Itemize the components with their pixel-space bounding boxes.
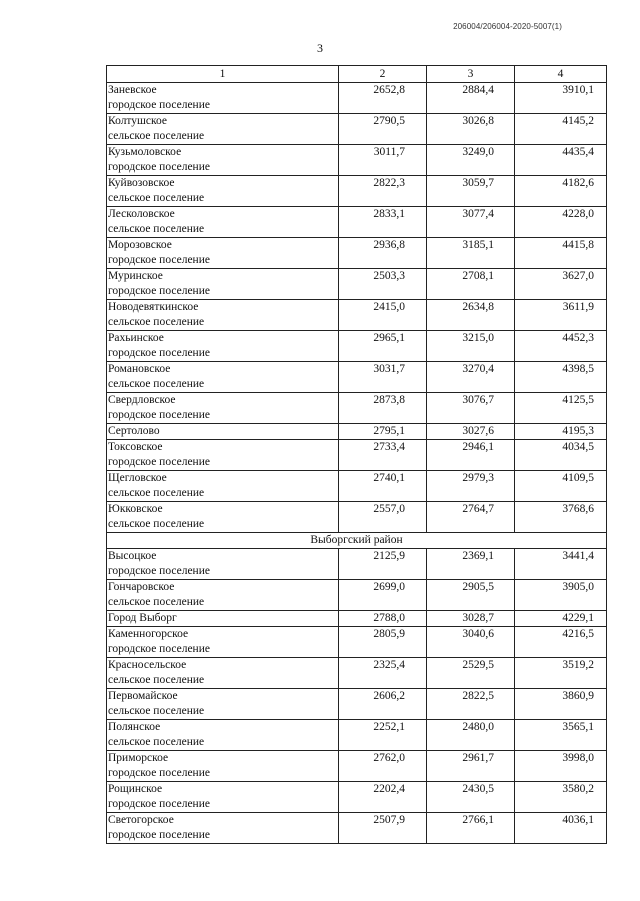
value-col-2: 2699,0 [339,580,427,611]
table-row [107,176,607,207]
settlement-type: городское поселение [108,285,210,297]
value-col-4: 3611,9 [515,300,607,331]
value-col-2: 2833,1 [339,207,427,238]
settlement-name-cell [107,627,339,658]
table-row [107,114,607,145]
settlement-type: сельское поселение [108,736,205,748]
page-number: 3 [317,41,323,55]
settlement-name-cell [107,393,339,424]
value-col-4: 4229,1 [515,611,607,627]
value-col-4: 3768,6 [515,502,607,533]
settlement-type: сельское поселение [108,705,205,717]
settlement-type: сельское поселение [108,674,205,686]
table-row [107,207,607,238]
settlement-name-cell [107,580,339,611]
value-col-4: 4435,4 [515,145,607,176]
value-col-2: 2503,3 [339,269,427,300]
table-row [107,145,607,176]
value-col-2: 2873,8 [339,393,427,424]
table-header-row [107,66,607,83]
table-row [107,689,607,720]
table-row [107,393,607,424]
value-col-4: 3519,2 [515,658,607,689]
settlement-type: городское поселение [108,456,210,468]
value-col-4: 4216,5 [515,627,607,658]
value-col-2: 2252,1 [339,720,427,751]
value-col-3: 3270,4 [427,362,515,393]
document-id: 206004/206004-2020-5007(1) [453,22,562,31]
settlement-name: Колтушское [108,115,168,127]
settlement-name-cell [107,751,339,782]
value-col-3: 2905,5 [427,580,515,611]
settlement-name: Новодевяткинское [108,301,199,313]
value-col-3: 2884,4 [427,83,515,114]
settlement-name-cell [107,114,339,145]
settlement-name: Красносельское [108,659,187,671]
value-col-4: 4182,6 [515,176,607,207]
value-col-4: 3905,0 [515,580,607,611]
value-col-3: 3185,1 [427,238,515,269]
value-col-3: 3026,8 [427,114,515,145]
settlement-name-cell [107,549,339,580]
value-col-3: 2961,7 [427,751,515,782]
value-col-2: 2415,0 [339,300,427,331]
settlement-name-cell [107,83,339,114]
settlement-name: Куйвозовское [108,177,175,189]
value-col-4: 4034,5 [515,440,607,471]
value-col-2: 2606,2 [339,689,427,720]
value-col-3: 3059,7 [427,176,515,207]
settlement-type: сельское поселение [108,596,205,608]
value-col-4: 3910,1 [515,83,607,114]
settlement-name: Гончаровское [108,581,175,593]
header-col-2: 2 [339,66,427,83]
settlement-name: Романовское [108,363,171,375]
settlement-type: городское поселение [108,798,210,810]
settlement-name-cell [107,720,339,751]
settlement-type: сельское поселение [108,518,205,530]
settlement-name-cell [107,238,339,269]
settlement-name: Рахьинское [108,332,164,344]
settlement-name: Приморское [108,752,169,764]
value-col-3: 2529,5 [427,658,515,689]
value-col-4: 3627,0 [515,269,607,300]
section-row [107,533,607,549]
value-col-2: 2805,9 [339,627,427,658]
settlement-name-cell [107,300,339,331]
table-row [107,362,607,393]
settlement-type: городское поселение [108,409,210,421]
value-col-4: 3998,0 [515,751,607,782]
value-col-3: 2766,1 [427,813,515,844]
value-col-4: 4195,3 [515,424,607,440]
value-col-3: 3076,7 [427,393,515,424]
value-col-3: 2430,5 [427,782,515,813]
table-row [107,813,607,844]
settlement-name-cell [107,362,339,393]
value-col-3: 2946,1 [427,440,515,471]
settlement-name: Токсовское [108,441,163,453]
value-col-3: 2634,8 [427,300,515,331]
settlement-name-cell [107,207,339,238]
value-col-4: 4415,8 [515,238,607,269]
header-col-4: 4 [515,66,607,83]
value-col-2: 2507,9 [339,813,427,844]
settlement-type: городское поселение [108,643,210,655]
value-col-2: 2788,0 [339,611,427,627]
settlement-name-cell [107,471,339,502]
value-col-4: 3565,1 [515,720,607,751]
settlement-name: Кузьмоловское [108,146,182,158]
value-col-4: 3580,2 [515,782,607,813]
table-row [107,580,607,611]
value-col-2: 2936,8 [339,238,427,269]
settlement-name: Сертолово [108,425,160,437]
settlement-name: Первомайское [108,690,178,702]
settlement-name-cell [107,269,339,300]
value-col-2: 2733,4 [339,440,427,471]
value-col-4: 4145,2 [515,114,607,145]
table-row [107,238,607,269]
table-row [107,720,607,751]
value-col-3: 3077,4 [427,207,515,238]
settlement-name-cell [107,813,339,844]
settlement-name-cell [107,440,339,471]
table-row [107,300,607,331]
settlement-type: сельское поселение [108,130,205,142]
settlement-type: сельское поселение [108,378,205,390]
value-col-2: 2740,1 [339,471,427,502]
table-row [107,751,607,782]
table-row [107,83,607,114]
section-title: Выборгский район [107,533,607,549]
value-col-4: 3860,9 [515,689,607,720]
value-col-2: 2965,1 [339,331,427,362]
settlement-type: сельское поселение [108,192,205,204]
table-row [107,440,607,471]
value-col-3: 2369,1 [427,549,515,580]
header-col-3: 3 [427,66,515,83]
settlement-name-cell [107,689,339,720]
settlement-name-cell [107,331,339,362]
value-col-2: 2125,9 [339,549,427,580]
table-row [107,471,607,502]
settlement-name-cell [107,176,339,207]
settlement-name: Муринское [108,270,163,282]
value-col-4: 4452,3 [515,331,607,362]
value-col-3: 2979,3 [427,471,515,502]
value-col-2: 3031,7 [339,362,427,393]
value-col-2: 2790,5 [339,114,427,145]
settlement-type: городское поселение [108,254,210,266]
settlement-name: Светогорское [108,814,174,826]
value-col-3: 3215,0 [427,331,515,362]
table-row [107,611,607,627]
value-col-3: 3028,7 [427,611,515,627]
value-col-4: 4036,1 [515,813,607,844]
settlement-name: Заневское [108,84,157,96]
settlement-name: Свердловское [108,394,176,406]
value-col-4: 4398,5 [515,362,607,393]
settlement-type: городское поселение [108,99,210,111]
value-col-3: 2822,5 [427,689,515,720]
table-row [107,502,607,533]
value-col-4: 4125,5 [515,393,607,424]
settlement-name-cell [107,658,339,689]
settlement-type: городское поселение [108,347,210,359]
settlement-name: Высоцкое [108,550,157,562]
settlements-table [106,65,607,844]
table-row [107,627,607,658]
settlement-name-cell [107,611,339,627]
settlement-name: Морозовское [108,239,172,251]
value-col-2: 2795,1 [339,424,427,440]
value-col-2: 3011,7 [339,145,427,176]
settlement-type: городское поселение [108,161,210,173]
table-row [107,658,607,689]
value-col-3: 3249,0 [427,145,515,176]
settlement-name-cell [107,782,339,813]
table-row [107,331,607,362]
settlement-type: сельское поселение [108,487,205,499]
settlement-type: сельское поселение [108,316,205,328]
settlement-type: городское поселение [108,829,210,841]
table-row [107,549,607,580]
header-col-1: 1 [107,66,339,83]
settlement-type: городское поселение [108,565,210,577]
value-col-2: 2202,4 [339,782,427,813]
value-col-2: 2762,0 [339,751,427,782]
value-col-2: 2652,8 [339,83,427,114]
value-col-3: 3040,6 [427,627,515,658]
value-col-4: 4109,5 [515,471,607,502]
table-row [107,782,607,813]
settlement-name: Рощинское [108,783,163,795]
settlement-type: сельское поселение [108,223,205,235]
table-row [107,269,607,300]
value-col-2: 2557,0 [339,502,427,533]
settlement-name-cell [107,502,339,533]
value-col-4: 4228,0 [515,207,607,238]
settlement-name: Юкковское [108,503,163,515]
settlement-name-cell [107,424,339,440]
settlement-name: Город Выборг [108,612,177,624]
table-row [107,424,607,440]
value-col-2: 2325,4 [339,658,427,689]
value-col-3: 2708,1 [427,269,515,300]
settlement-name: Каменногорское [108,628,189,640]
settlement-name: Лесколовское [108,208,175,220]
value-col-3: 3027,6 [427,424,515,440]
settlement-type: городское поселение [108,767,210,779]
settlement-name: Полянское [108,721,161,733]
value-col-3: 2480,0 [427,720,515,751]
value-col-4: 3441,4 [515,549,607,580]
value-col-3: 2764,7 [427,502,515,533]
settlement-name: Щегловское [108,472,167,484]
value-col-2: 2822,3 [339,176,427,207]
settlement-name-cell [107,145,339,176]
